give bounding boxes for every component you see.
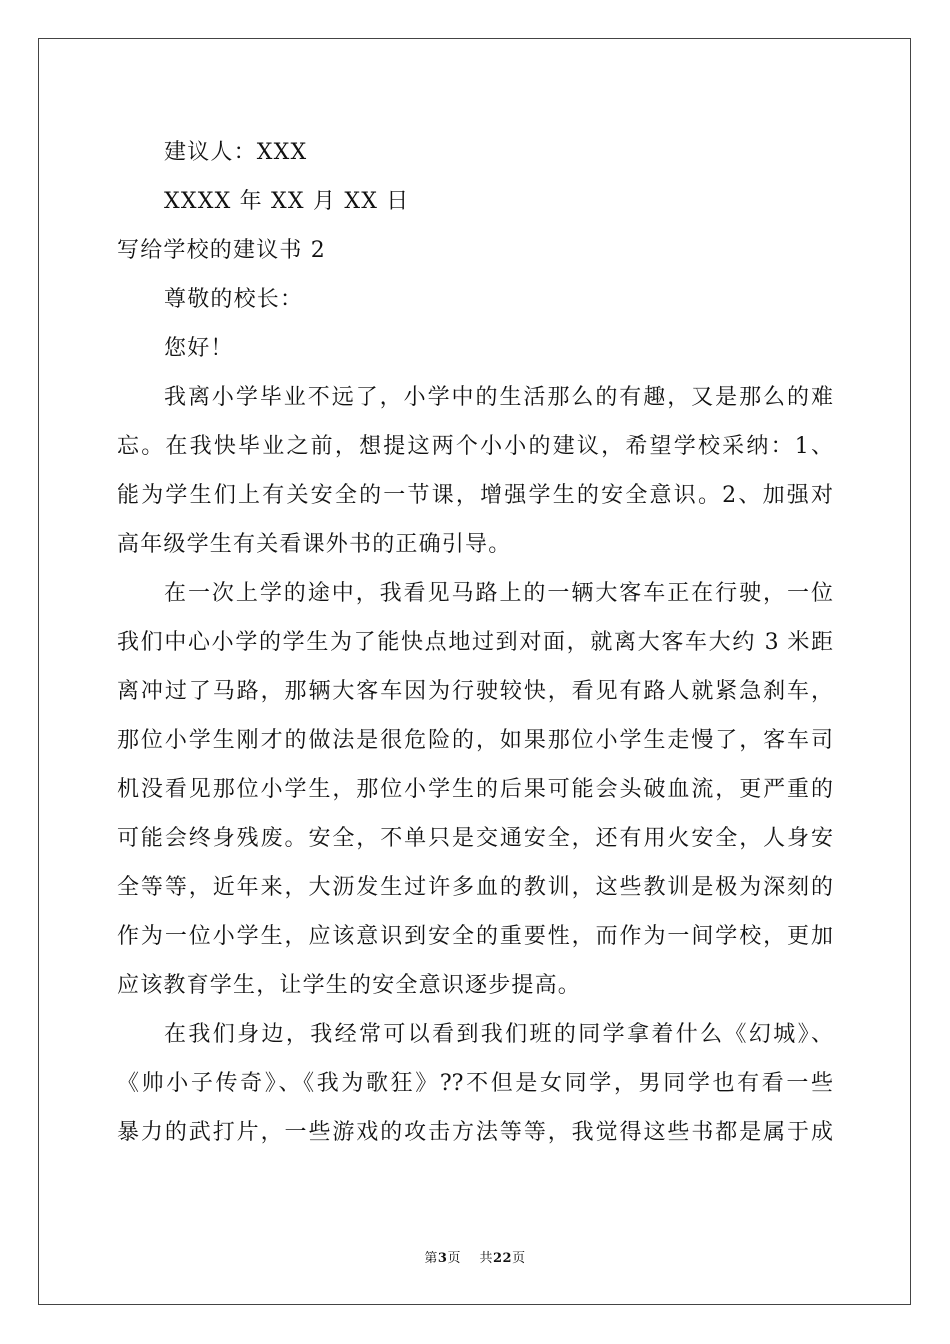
paragraph-line: 在我们身边，我经常可以看到我们班的同学拿着什么《幻城》、 bbox=[164, 1022, 833, 1047]
paragraph-line: 可能会终身残废。安全，不单只是交通安全，还有用火安全，人身安 bbox=[117, 826, 833, 851]
page-footer bbox=[0, 1247, 950, 1266]
paragraph-line: 高年级学生有关看课外书的正确引导。 bbox=[117, 532, 512, 557]
page-prefix: 第 bbox=[424, 1251, 438, 1266]
date-line: XXXX 年 XX 月 XX 日 bbox=[164, 189, 410, 214]
total-suffix: 页 bbox=[512, 1251, 526, 1266]
paragraph-line: 暴力的武打片，一些游戏的攻击方法等等，我觉得这些书都是属于成 bbox=[117, 1120, 833, 1145]
total-pages: 22 bbox=[493, 1251, 513, 1266]
paragraph-line: 《帅小子传奇》、《我为歌狂》??不但是女同学，男同学也有看一些 bbox=[117, 1071, 833, 1096]
paragraph-line: 作为一位小学生，应该意识到安全的重要性，而作为一间学校，更加 bbox=[117, 924, 833, 949]
paragraph-line: 机没看见那位小学生，那位小学生的后果可能会头破血流，更严重的 bbox=[117, 777, 833, 802]
paragraph-line: 在一次上学的途中，我看见马路上的一辆大客车正在行驶，一位 bbox=[164, 581, 833, 606]
paragraph-line: 忘。在我快毕业之前，想提这两个小小的建议，希望学校采纳：1、 bbox=[117, 434, 833, 459]
greeting: 您好！ bbox=[164, 336, 234, 361]
total-prefix: 共 bbox=[479, 1251, 493, 1266]
page-number: 3 bbox=[437, 1251, 448, 1266]
document-body bbox=[117, 128, 833, 1157]
letter-title: 写给学校的建议书 2 bbox=[117, 238, 326, 263]
paragraph-line: 离冲过了马路，那辆大客车因为行驶较快，看见有路人就紧急刹车， bbox=[117, 679, 833, 704]
page-suffix: 页 bbox=[447, 1251, 461, 1266]
proposer-line: 建议人：XXX bbox=[164, 140, 308, 165]
paragraph-line: 那位小学生刚才的做法是很危险的，如果那位小学生走慢了，客车司 bbox=[117, 728, 833, 753]
salutation: 尊敬的校长： bbox=[164, 287, 304, 312]
paragraph-line: 应该教育学生，让学生的安全意识逐步提高。 bbox=[117, 973, 582, 998]
paragraph-line: 我们中心小学的学生为了能快点地过到对面，就离大客车大约 3 米距 bbox=[117, 630, 833, 655]
paragraph-line: 我离小学毕业不远了，小学中的生活那么的有趣，又是那么的难 bbox=[164, 385, 833, 410]
paragraph-line: 能为学生们上有关安全的一节课，增强学生的安全意识。2、加强对 bbox=[117, 483, 833, 508]
paragraph-line: 全等等，近年来，大沥发生过许多血的教训，这些教训是极为深刻的 bbox=[117, 875, 833, 900]
